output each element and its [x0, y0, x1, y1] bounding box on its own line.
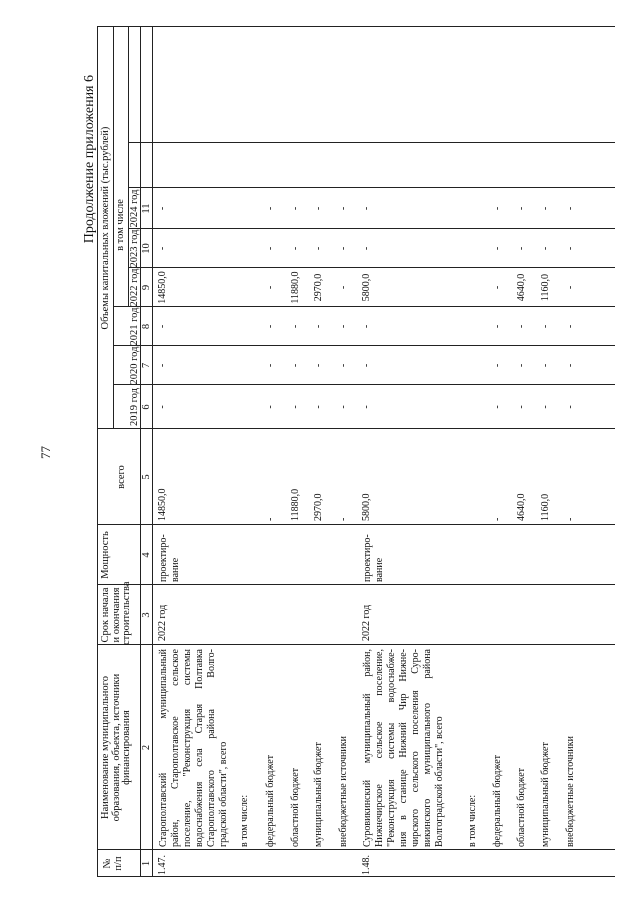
value-2021: - [565, 324, 576, 329]
value-2024: - [157, 206, 168, 211]
value-2023: - [313, 246, 324, 251]
header-total: всего [116, 465, 127, 489]
source-label: федеральный бюджет [265, 754, 276, 847]
value-2023: - [516, 246, 527, 251]
header-volumes: Объемы капитальных вложений (тыс.рублей) [100, 126, 111, 330]
col-number: 5 [141, 474, 152, 480]
col-number: 8 [141, 323, 152, 330]
header-term: Срок начала и окончания строительства [100, 581, 132, 645]
source-label: областной бюджет [290, 767, 301, 847]
header-2023: 2023 год [129, 229, 140, 268]
col-sep [97, 849, 615, 850]
value-2019: - [492, 405, 503, 409]
source-label: муниципальный бюджет [313, 742, 324, 847]
header-2019: 2019 год [129, 388, 140, 426]
value-total: - [338, 517, 349, 521]
value-2023: - [565, 246, 576, 251]
value-2023: - [157, 246, 168, 251]
value-2024: - [361, 206, 372, 211]
source-label: федеральный бюджет [492, 754, 503, 847]
value-2022: 1160,0 [540, 273, 551, 302]
value-2022: - [565, 285, 576, 290]
value-2019: - [338, 405, 349, 409]
col-number: 7 [141, 362, 152, 369]
value-2024: - [265, 206, 276, 211]
value-2024: - [516, 206, 527, 211]
object-name: Суровикинский муниципальный район, Нижнечирское сельское поселение, "Реконструкция системы водоснабже- ния в станице Нижний Чир Нижне- чирского сельского поселения Суро- викинского муниципального района Волгоградской области", всего [362, 649, 445, 847]
value-2021: - [338, 324, 349, 329]
value-2023: - [290, 246, 301, 251]
value-total: - [565, 517, 576, 521]
value-total: 4640,0 [516, 493, 527, 521]
col-number: 6 [141, 404, 152, 410]
table-border-left [97, 876, 615, 877]
rule-volumes [113, 27, 114, 429]
value-2022: - [265, 285, 276, 290]
value-2024: - [290, 206, 301, 211]
value-2022: - [338, 285, 349, 290]
object-name: Старополтавский муниципальный район, Старополтавское сельское поселение, "Реконструкция системы водоснабжения села Старая Полтавка Старополтавского района Волго- градской области", всего [158, 649, 229, 847]
value-total: - [265, 517, 276, 521]
value-2021: - [361, 324, 372, 329]
value-2019: - [265, 405, 276, 409]
row-number: 1.47. [157, 855, 168, 875]
source-label: областной бюджет [516, 767, 527, 847]
col-number: 3 [141, 612, 152, 618]
header-2022: 2022 год [129, 268, 140, 307]
header-name: Наименование муниципального образования, объекта, источники финансирования [100, 673, 132, 822]
value-2020: - [361, 363, 372, 368]
value-2020: - [157, 363, 168, 368]
col-number: 10 [141, 243, 152, 254]
value-total: - [492, 517, 503, 521]
including-label: в том числе: [467, 794, 478, 847]
value-2021: - [540, 324, 551, 329]
value-2022: - [492, 285, 503, 290]
value-2024: - [540, 206, 551, 211]
header-capacity: Мощность [100, 531, 111, 579]
page-number: 77 [38, 446, 53, 459]
table-border-top [97, 27, 98, 877]
value-2019: - [516, 405, 527, 409]
source-label: муниципальный бюджет [540, 742, 551, 847]
construction-term: 2022 год [361, 604, 372, 641]
value-2022: 4640,0 [516, 273, 527, 302]
value-2023: - [361, 246, 372, 251]
row-number: 1.48. [361, 855, 372, 875]
header-2024: 2024 год [129, 189, 140, 228]
value-2019: - [540, 405, 551, 409]
continuation-title: Продолжение приложения 6 [82, 75, 97, 244]
value-total: 11880,0 [290, 488, 301, 521]
col-sep [97, 428, 615, 429]
header-2020: 2020 год [129, 346, 140, 385]
value-2023: - [540, 246, 551, 251]
value-2020: - [492, 363, 503, 368]
value-2022: 14850,0 [157, 271, 168, 304]
value-2019: - [290, 405, 301, 409]
value-2021: - [313, 324, 324, 329]
value-2023: - [492, 246, 503, 251]
value-2024: - [313, 206, 324, 211]
header-including: в том числе [115, 199, 126, 251]
col-number: 9 [141, 284, 152, 291]
col-number: 1 [141, 860, 152, 867]
value-2023: - [265, 246, 276, 251]
col-number: 4 [141, 552, 152, 558]
value-2019: - [157, 405, 168, 409]
col-number: 2 [141, 744, 152, 751]
value-2021: - [492, 324, 503, 329]
header-2021: 2021 год [129, 307, 140, 346]
col-sep [128, 142, 615, 143]
value-2019: - [361, 405, 372, 409]
value-2023: - [338, 246, 349, 251]
value-2020: - [290, 363, 301, 368]
source-label: внебюджетные источники [565, 736, 576, 847]
value-total: 2970,0 [313, 493, 324, 521]
value-2024: - [492, 206, 503, 211]
value-2022: 2970,0 [313, 273, 324, 302]
value-2019: - [565, 405, 576, 409]
value-2020: - [565, 363, 576, 368]
capacity: проектиро- вание [158, 534, 181, 582]
construction-term: 2022 год [157, 604, 168, 641]
value-2021: - [516, 324, 527, 329]
source-label: внебюджетные источники [338, 736, 349, 847]
value-2024: - [565, 206, 576, 211]
value-2020: - [540, 363, 551, 368]
value-2021: - [265, 324, 276, 329]
value-total: 5800,0 [361, 493, 372, 521]
value-2021: - [290, 324, 301, 329]
value-2024: - [338, 206, 349, 211]
value-2020: - [265, 363, 276, 368]
value-2022: 11880,0 [290, 271, 301, 304]
value-2020: - [338, 363, 349, 368]
including-label: в том числе: [239, 794, 250, 847]
col-sep [97, 644, 615, 645]
table-border-right [97, 26, 615, 27]
col-sep [97, 524, 615, 525]
value-2020: - [516, 363, 527, 368]
value-2019: - [313, 405, 324, 409]
value-total: 1160,0 [540, 493, 551, 521]
value-2020: - [313, 363, 324, 368]
value-2022: 5800,0 [361, 273, 372, 302]
col-sep [97, 584, 615, 585]
value-total: 14850,0 [157, 488, 168, 521]
col-number: 11 [141, 203, 152, 214]
value-2021: - [157, 324, 168, 329]
header-no: № п/п [102, 856, 124, 871]
capacity: проектиро- вание [362, 534, 385, 582]
